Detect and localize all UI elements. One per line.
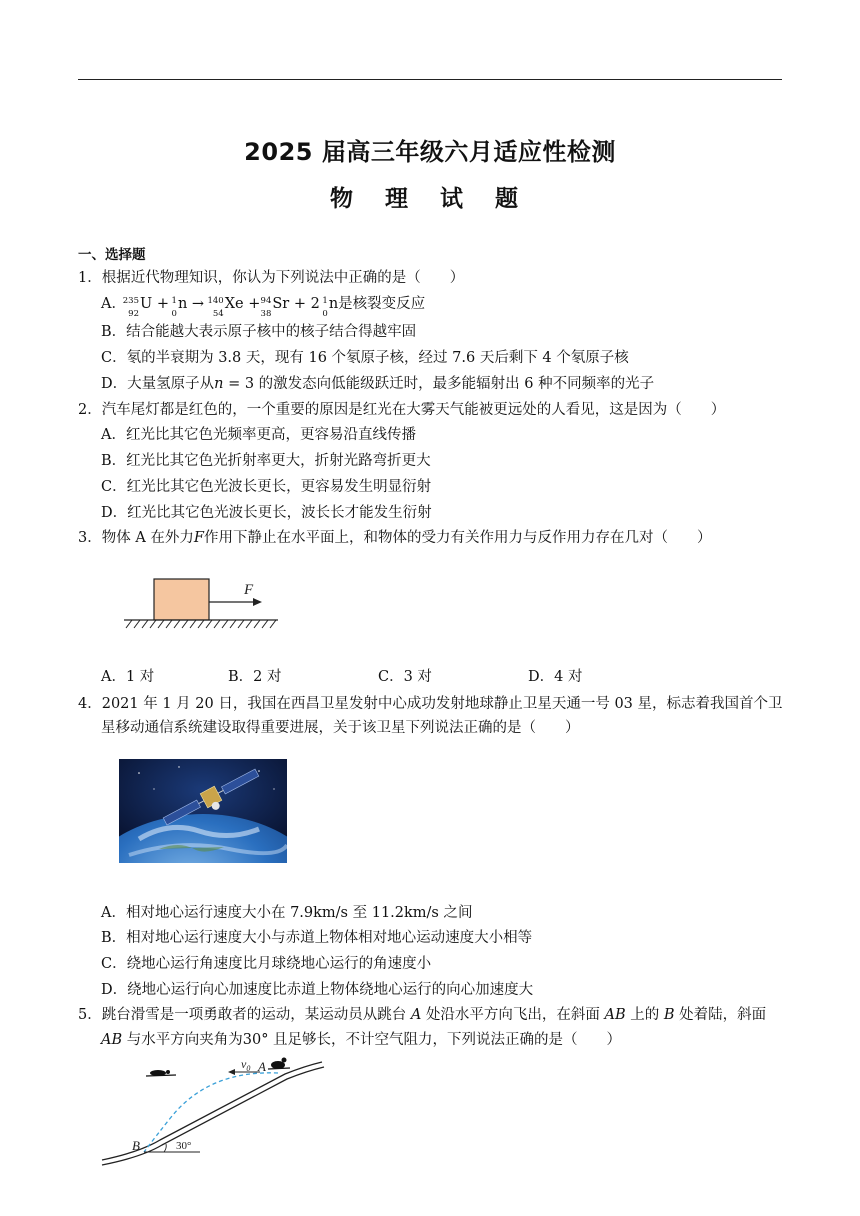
q1-option-c: C．氡的半衰期为 3.8 天，现有 16 个氡原子核，经过 7.6 天后剩下 4 个氡原子核 (101, 350, 629, 366)
q3-option-c: C．3 对 (378, 669, 432, 685)
q1-option-a-suffix: 是核裂变反应 (338, 296, 426, 312)
section-heading: 一、选择题 (78, 247, 146, 263)
v0-label: $v_0$ (241, 1057, 251, 1073)
q1-option-d: D．大量氢原子从n = 3 的激发态向低能级跃迁时，最多能辐射出 6 种不同频率的光子 (101, 376, 655, 392)
force-label: F (244, 582, 254, 598)
q3-option-d: D．4 对 (528, 669, 583, 685)
q2-option-c: C．红光比其它色光波长更长，更容易发生明显衍射 (101, 479, 432, 495)
q4-option-d: D．绕地心运行向心加速度比赤道上物体绕地心运行的向心加速度大 (101, 982, 534, 998)
q5-stem-line2: AB 与水平方向夹角为30° 且足够长，不计空气阻力，下列说法正确的是（ ） (101, 1032, 622, 1048)
satellite-earth-illustration (119, 759, 287, 863)
angle-label: 30° (176, 1140, 192, 1152)
q2-stem: 2．汽车尾灯都是红色的，一个重要的原因是红光在大雾天气能被更远处的人看见，这是因为（ ） (78, 402, 726, 418)
skier-midair (146, 1070, 176, 1076)
point-b-label: B (132, 1138, 140, 1153)
q4-stem-line2: 星移动通信系统建设取得重要进展，关于该卫星下列说法正确的是（ ） (101, 720, 580, 736)
exam-title: 2025 届高三年级六月适应性检测 (244, 138, 616, 166)
block-on-ground-diagram (118, 572, 288, 634)
q2-option-b: B．红光比其它色光折射率更大，折射光路弯折更大 (101, 453, 431, 469)
v0-arrow-head (228, 1069, 235, 1075)
q4-stem-line1: 4．2021 年 1 月 20 日，我国在西昌卫星发射中心成功发射地球静止卫星天通一号 03 星，标志着我国首个卫 (78, 696, 783, 712)
angle-arc (164, 1144, 166, 1152)
q2-option-d: D．红光比其它色光波长更长，波长长才能发生衍射 (101, 505, 432, 521)
point-a-label: A (258, 1059, 266, 1074)
skier-at-a (268, 1058, 290, 1070)
q1-option-a: A． 235 92 U + 1 0 n → 140 54 Xe + 94 38 Sr + 2 1 0 n是核裂变反应 (101, 296, 426, 319)
q3-option-a: A．1 对 (101, 669, 155, 685)
q4-option-c: C．绕地心运行角速度比月球绕地心运行的角速度小 (101, 956, 432, 972)
q4-option-b: B．相对地心运行速度大小与赤道上物体相对地心运动速度大小相等 (101, 930, 533, 946)
q2-option-a: A．红光比其它色光频率更高，更容易沿直线传播 (101, 427, 416, 443)
block-a (154, 579, 209, 620)
force-arrow-head (253, 598, 262, 606)
nuclide-u: 235 92 (122, 296, 139, 319)
q3-stem: 3．物体 A 在外力F作用下静止在水平面上，和物体的受力有关作用力与反作用力存在几对（ ） (78, 530, 712, 546)
ski-jump-diagram (100, 1056, 330, 1168)
q4-option-a: A．相对地心运行速度大小在 7.9km/s 至 11.2km/s 之间 (101, 905, 473, 921)
q5-stem-line1: 5．跳台滑雪是一项勇敢者的运动，某运动员从跳台 A 处沿水平方向飞出，在斜面 AB 上的 B 处着陆，斜面 (78, 1007, 767, 1023)
q1-option-a-prefix: A． (101, 296, 126, 312)
q1-option-b: B．结合能越大表示原子核中的核子结合得越牢固 (101, 324, 417, 340)
satellite-earth-image (119, 759, 287, 863)
q3-option-b: B．2 对 (228, 669, 282, 685)
ground-hatching (126, 620, 276, 628)
header-rule (78, 79, 782, 80)
exam-subtitle: 物 理 试 题 (329, 186, 531, 212)
q1-stem: 1．根据近代物理知识，你认为下列说法中正确的是（ ） (78, 270, 465, 286)
